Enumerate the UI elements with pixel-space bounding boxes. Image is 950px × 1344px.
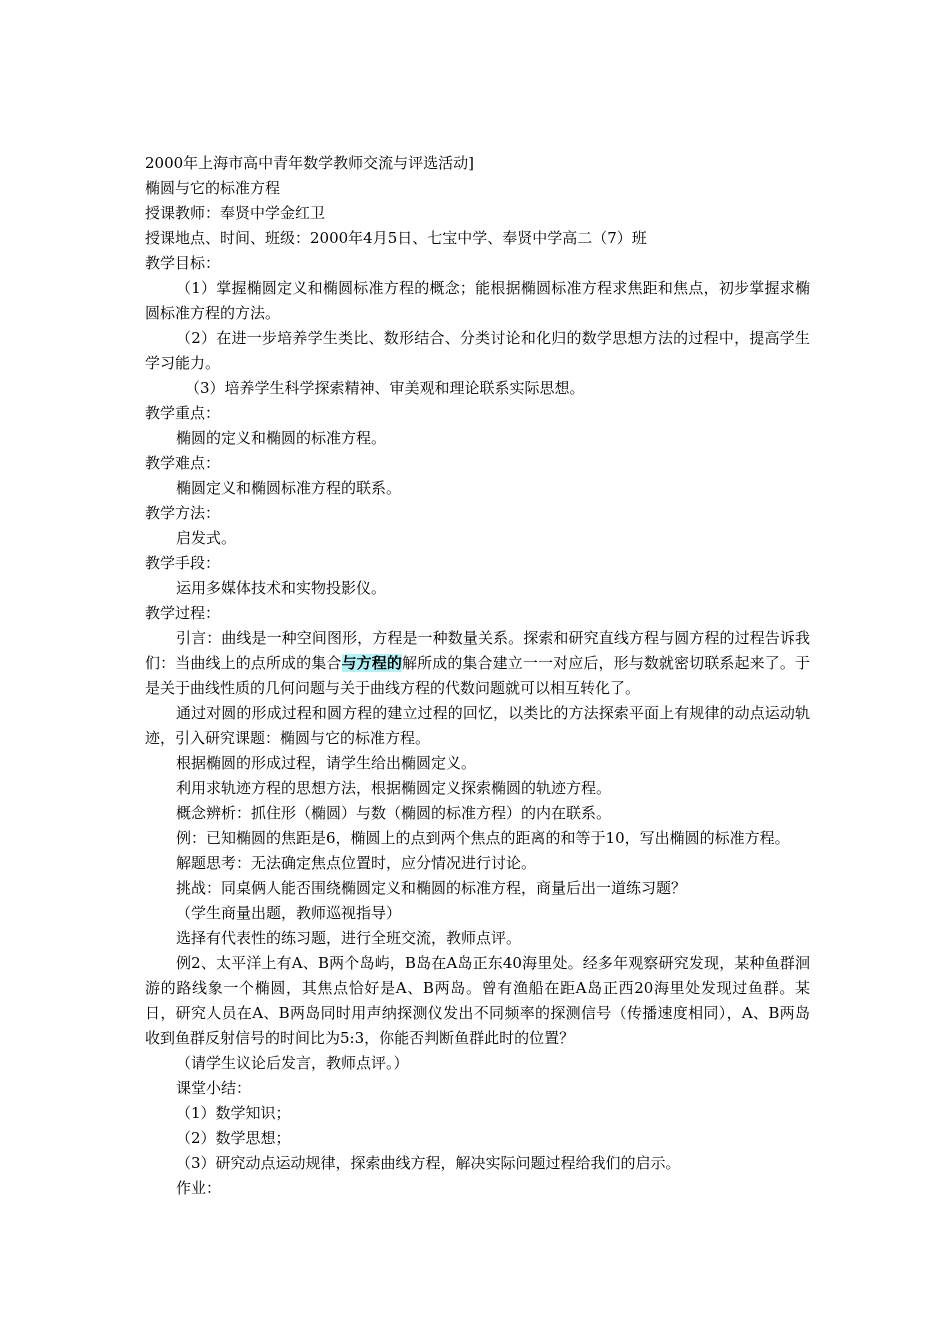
goals-heading: 教学目标： xyxy=(145,254,221,272)
discuss-note: （请学生议论后发言，教师点评。） xyxy=(176,1054,409,1072)
summary-3: （3）研究动点运动规律，探索曲线方程，解决实际问题过程给我们的启示。 xyxy=(176,1154,681,1172)
highlighted-text: 与方程的 xyxy=(341,654,402,672)
key-heading: 教学重点： xyxy=(145,404,221,422)
means-heading: 教学手段： xyxy=(145,554,221,572)
goal-3: （3）培养学生科学探索精神、审美观和理论联系实际思想。 xyxy=(185,379,585,397)
challenge-note: （学生商量出题，教师巡视指导） xyxy=(176,904,402,922)
summary-2: （2）数学思想； xyxy=(176,1129,291,1147)
intro-text-1: 引言：曲线是一种空间图形，方程是一种数量关系。探索和研究直线方程与圆方程的过程告诉我们：当曲线上的点所成的集合 xyxy=(145,629,810,672)
review-paragraph: 通过对圆的形成过程和圆方程的建立过程的回忆，以类比的方法探索平面上有规律的动点运动轨迹，引入研究课题：椭圆与它的标准方程。 xyxy=(145,704,810,747)
process-heading: 教学过程： xyxy=(145,604,221,622)
thinking-line: 解题思考：无法确定焦点位置时，应分情况进行讨论。 xyxy=(176,854,537,872)
difficult-heading: 教学难点： xyxy=(145,454,221,472)
example-1: 例：已知椭圆的焦距是6，椭圆上的点到两个焦点的距离的和等于10，写出椭圆的标准方程。 xyxy=(176,829,790,847)
difficult-text: 椭圆定义和椭圆标准方程的联系。 xyxy=(176,479,402,497)
means-text: 运用多媒体技术和实物投影仪。 xyxy=(176,579,387,597)
step-2: 利用求轨迹方程的思想方法，根据椭圆定义探索椭圆的轨迹方程。 xyxy=(176,779,612,797)
document-page xyxy=(145,151,810,1201)
summary-1: （1）数学知识； xyxy=(176,1104,291,1122)
summary-heading: 课堂小结： xyxy=(176,1079,252,1097)
example-2: 例2、太平洋上有A、B两个岛屿，B岛在A岛正东40海里处。经多年观察研究发现，某种鱼群洄游的路线象一个椭圆，其焦点恰好是A、B两岛。曾有渔船在距A岛正西20海里处发现过鱼群。某日，研究人员在A、B两岛同时用声纳探测仪发出不同频率的探测信号（传播速度相同），A、B两岛收到鱼群反射信号的时间比为5:3，你能否判断鱼群此时的位置？ xyxy=(145,954,810,1047)
lesson-title: 椭圆与它的标准方程 xyxy=(145,179,281,197)
goal-1: （1）掌握椭圆定义和椭圆标准方程的概念；能根据椭圆标准方程求焦距和焦点，初步掌握求椭圆标准方程的方法。 xyxy=(145,279,810,322)
event-line: 2000年上海市高中青年数学教师交流与评选活动] xyxy=(145,154,475,172)
intro-text-2: 解所成的集合建立一一对应后，形与数就密切联系起来了。于是关于曲线性质的几何问题与关于曲线方程的代数问题就可以相互转化了。 xyxy=(145,654,810,697)
place-time-line: 授课地点、时间、班级：2000年4月5日、七宝中学、奉贤中学高二（7）班 xyxy=(145,229,647,247)
select-line: 选择有代表性的练习题，进行全班交流，教师点评。 xyxy=(176,929,522,947)
method-text: 启发式。 xyxy=(176,529,237,547)
intro-paragraph xyxy=(145,626,810,701)
goal-2: （2）在进一步培养学生类比、数形结合、分类讨论和化归的数学思想方法的过程中，提高学生学习能力。 xyxy=(145,329,810,372)
step-3: 概念辨析：抓住形（椭圆）与数（椭圆的标准方程）的内在联系。 xyxy=(176,804,612,822)
step-1: 根据椭圆的形成过程，请学生给出椭圆定义。 xyxy=(176,754,477,772)
homework-heading: 作业： xyxy=(176,1179,222,1197)
teacher-line: 授课教师：奉贤中学金红卫 xyxy=(145,204,326,222)
method-heading: 教学方法： xyxy=(145,504,221,522)
challenge-line: 挑战：同桌俩人能否围绕椭圆定义和椭圆的标准方程，商量后出一道练习题？ xyxy=(176,879,687,897)
key-text: 椭圆的定义和椭圆的标准方程。 xyxy=(176,429,387,447)
